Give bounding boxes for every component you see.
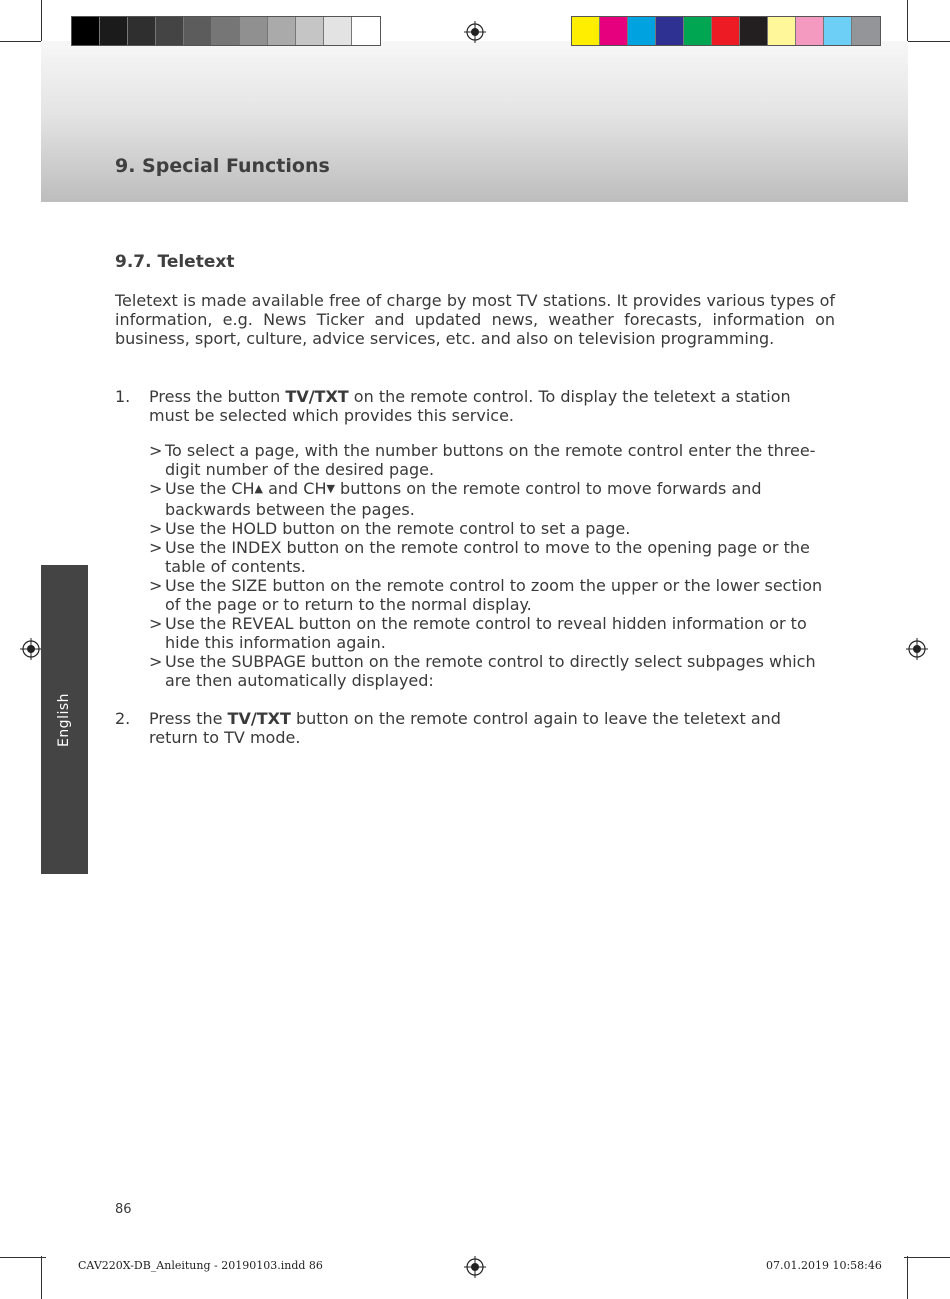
bullet-marker: >	[149, 652, 163, 671]
bullet-marker: >	[149, 519, 163, 538]
bullet-marker: >	[149, 441, 163, 460]
step-text-part: Press the button	[149, 387, 286, 406]
color-swatch	[296, 17, 324, 45]
list-item-text: Use the INDEX button on the remote control to move to the opening page or the table of contents.	[165, 538, 810, 576]
step-number: 1.	[115, 387, 131, 406]
color-swatch	[156, 17, 184, 45]
arrow-up-icon: ▲	[254, 482, 263, 495]
color-swatch	[628, 17, 656, 45]
intro-paragraph: Teletext is made available free of charge by most TV stations. It provides various types of information, e.g. News Ticker and updated news, weather forecasts, information on business, sport, culture, advice services, etc. and also on television programming.	[115, 291, 835, 348]
list-item-text: Use the HOLD button on the remote control to set a page.	[165, 519, 631, 538]
chapter-header-band	[41, 41, 908, 202]
crop-mark	[41, 1256, 42, 1299]
color-swatch	[600, 17, 628, 45]
list-item	[149, 652, 839, 690]
bullet-marker: >	[149, 576, 163, 595]
registration-mark-icon	[906, 638, 928, 660]
print-slug-timestamp: 07.01.2019 10:58:46	[766, 1259, 882, 1272]
bullet-marker: >	[149, 538, 163, 557]
button-name: TV/TXT	[227, 709, 291, 728]
teletext-functions-list	[149, 441, 839, 690]
color-swatch	[656, 17, 684, 45]
color-swatch	[740, 17, 768, 45]
list-item-text: Use the SUBPAGE button on the remote control to directly select subpages which are then automatically displayed:	[165, 652, 816, 690]
color-swatch	[684, 17, 712, 45]
step-text-part: Press the	[149, 709, 228, 728]
page-number: 86	[115, 1202, 132, 1217]
language-tab-label: English	[56, 692, 73, 747]
color-swatch	[240, 17, 268, 45]
crop-mark	[907, 1256, 908, 1299]
list-item-text-part: and CH	[263, 479, 327, 498]
grayscale-color-bar	[71, 16, 381, 46]
list-item-text-part: buttons on the remote control to move forwards and backwards between the pages.	[165, 479, 762, 519]
crop-mark	[0, 41, 46, 42]
color-swatch	[72, 17, 100, 45]
list-item-text: To select a page, with the number buttons on the remote control enter the three-digit number of the desired page.	[165, 441, 816, 479]
color-swatch	[268, 17, 296, 45]
color-swatch	[352, 17, 380, 45]
step-text-part: on the remote control. To display the teletext a station must be selected which provides this service.	[149, 387, 791, 425]
language-tab-label-wrapper	[41, 565, 88, 874]
list-item-text: Use the SIZE button on the remote control to zoom the upper or the lower section of the page or to return to the normal display.	[165, 576, 823, 614]
color-swatch	[712, 17, 740, 45]
print-slug-filename: CAV220X-DB_Anleitung - 20190103.indd 86	[78, 1259, 323, 1272]
crop-mark	[907, 0, 908, 46]
registration-mark-icon	[464, 1256, 486, 1278]
step-number: 2.	[115, 709, 131, 728]
color-swatch	[184, 17, 212, 45]
color-swatch	[796, 17, 824, 45]
list-item-text	[165, 479, 839, 519]
list-item-text: Use the REVEAL button on the remote control to reveal hidden information or to hide this information again.	[165, 614, 807, 652]
color-swatch	[768, 17, 796, 45]
button-name: TV/TXT	[285, 387, 349, 406]
crop-mark	[904, 41, 950, 42]
step-text	[149, 709, 829, 747]
color-swatch	[128, 17, 156, 45]
bullet-marker: >	[149, 479, 163, 498]
color-swatch	[212, 17, 240, 45]
list-item	[149, 576, 839, 614]
crop-mark	[0, 1257, 46, 1258]
crop-mark	[41, 0, 42, 46]
registration-mark-icon	[464, 21, 486, 43]
crop-mark	[904, 1257, 950, 1258]
color-swatch	[852, 17, 880, 45]
color-swatch	[824, 17, 852, 45]
list-item	[149, 479, 839, 519]
color-swatch	[324, 17, 352, 45]
list-item	[149, 614, 839, 652]
color-swatch	[100, 17, 128, 45]
registration-mark-icon	[20, 638, 42, 660]
arrow-down-icon: ▼	[326, 482, 335, 495]
color-swatch	[572, 17, 600, 45]
list-item	[149, 519, 839, 538]
step-text	[149, 387, 829, 425]
list-item	[149, 538, 839, 576]
process-color-bar	[571, 16, 881, 46]
step-text-part: button on the remote control again to leave the teletext and return to TV mode.	[149, 709, 781, 747]
bullet-marker: >	[149, 614, 163, 633]
list-item	[149, 441, 839, 479]
chapter-title: 9. Special Functions	[115, 155, 330, 177]
list-item-text-part: Use the CH	[165, 479, 255, 498]
section-title: 9.7. Teletext	[115, 252, 235, 272]
